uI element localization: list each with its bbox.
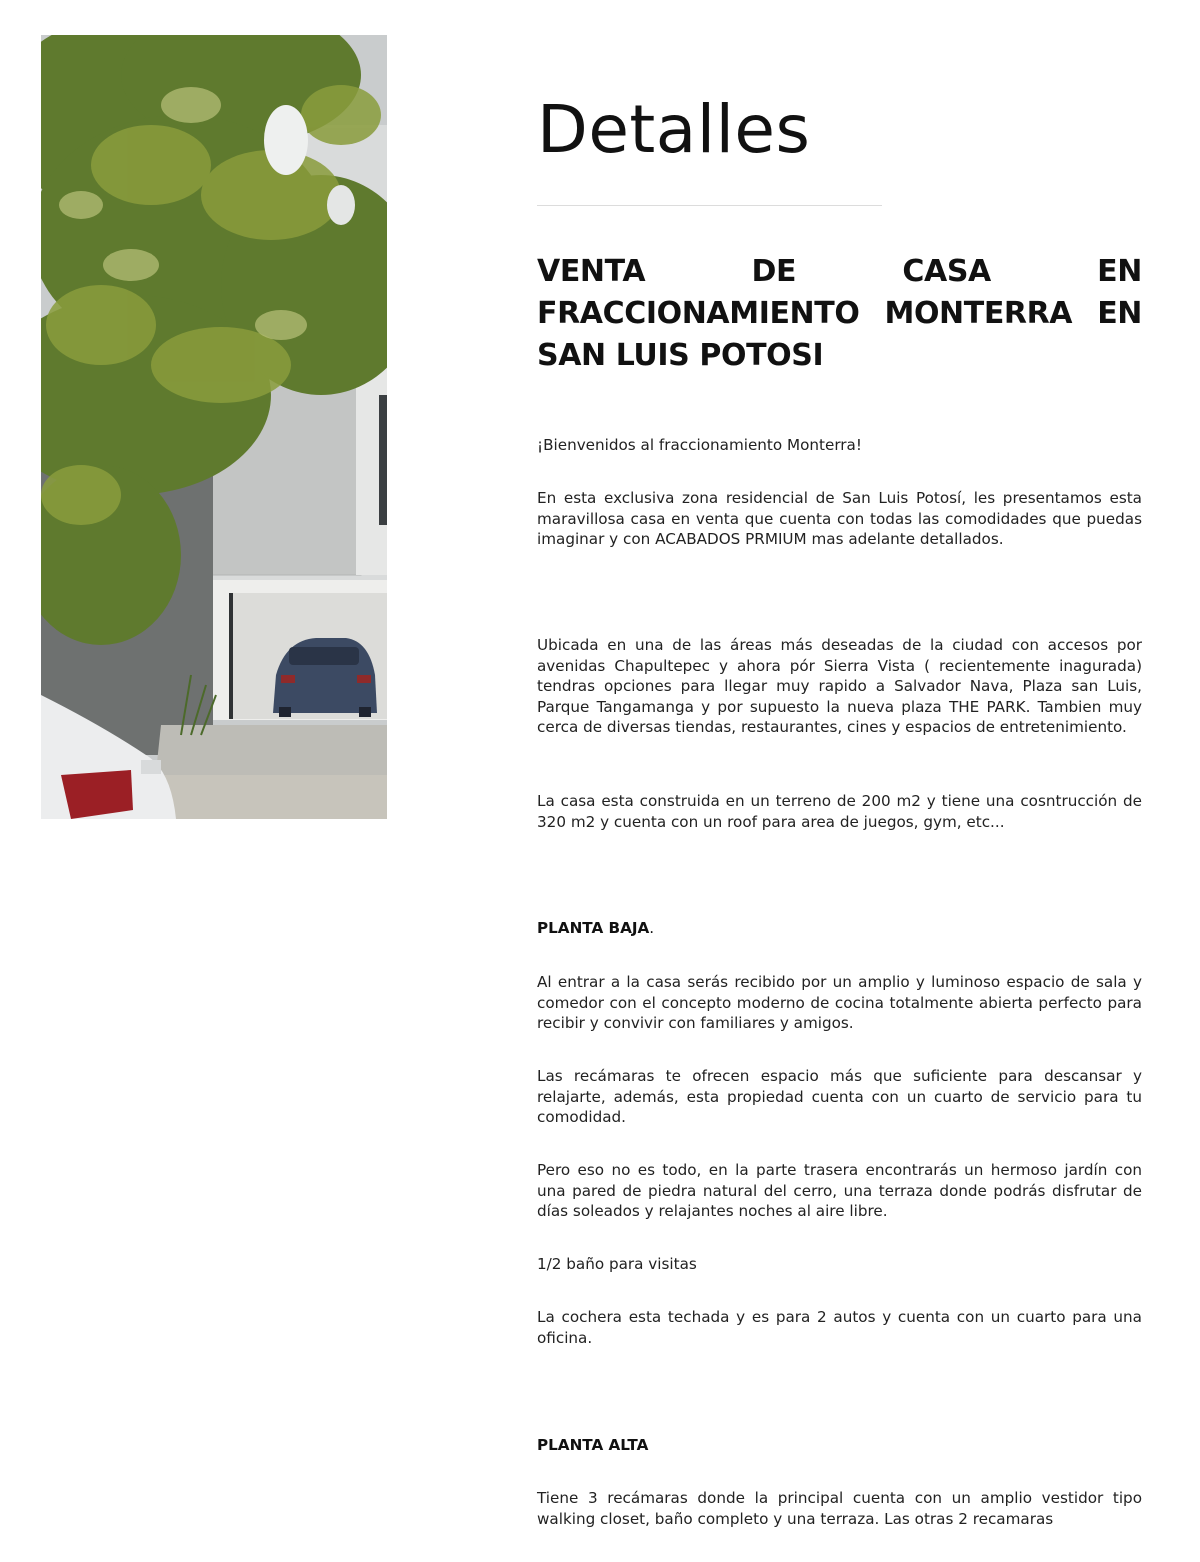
location-paragraph: Ubicada en una de las áreas más deseadas de la ciudad con accesos por avenidas Chapultepec y ahora pór Sierra Vista ( recientemente inagurada) tendras opciones para llegar muy rapido a Salvador Nava, Plaza san Luis, Parque Tangamanga y por supuesto la nueva plaza THE PARK. Tambien muy cerca de diversas tiendas, restaurantes, cines y espacios de entretenimiento. <box>537 636 1142 736</box>
half-bath-paragraph: 1/2 baño para visitas <box>537 1255 697 1273</box>
listing-headline: VENTA DE CASA EN FRACCIONAMIENTO MONTERRA EN SAN LUIS POTOSI <box>537 254 1142 373</box>
planta-baja-entry-paragraph: Al entrar a la casa serás recibido por un amplio y luminoso espacio de sala y comedor con el concepto moderno de cocina totalmente abierta perfecto para recibir y convivir con familiares y amigos. <box>537 973 1142 1032</box>
planta-baja-heading: PLANTA BAJA. <box>537 919 655 937</box>
page-title: Detalles <box>537 91 811 168</box>
planta-baja-bedrooms-paragraph: Las recámaras te ofrecen espacio más que suficiente para descansar y relajarte, además, esta propiedad cuenta con un cuarto de servicio para tu comodidad. <box>537 1067 1142 1126</box>
property-photo <box>41 35 387 819</box>
lot-paragraph: La casa esta construida en un terreno de 200 m2 y tiene una cosntrucción de 320 m2 y cuenta con un roof para area de juegos, gym, etc... <box>537 792 1142 831</box>
intro-paragraph: En esta exclusiva zona residencial de San Luis Potosí, les presentamos esta maravillosa casa en venta que cuenta con todas las comodidades que puedas imaginar y con ACABADOS PRMIUM mas adelante detallados. <box>537 489 1142 548</box>
title-divider <box>537 205 882 206</box>
house-facade-image <box>41 35 387 819</box>
planta-baja-garden-paragraph: Pero eso no es todo, en la parte trasera encontrarás un hermoso jardín con una pared de piedra natural del cerro, una terraza donde podrás disfrutar de días soleados y relajantes noches al aire libre. <box>537 1161 1142 1220</box>
planta-alta-heading: PLANTA ALTA <box>537 1436 649 1454</box>
garage-paragraph: La cochera esta techada y es para 2 autos y cuenta con un cuarto para una oficina. <box>537 1308 1142 1347</box>
planta-alta-bedrooms-paragraph: Tiene 3 recámaras donde la principal cuenta con un amplio vestidor tipo walking closet, baño completo y una terraza. Las otras 2 recamaras <box>537 1489 1142 1528</box>
welcome-paragraph: ¡Bienvenidos al fraccionamiento Monterra! <box>537 436 862 454</box>
